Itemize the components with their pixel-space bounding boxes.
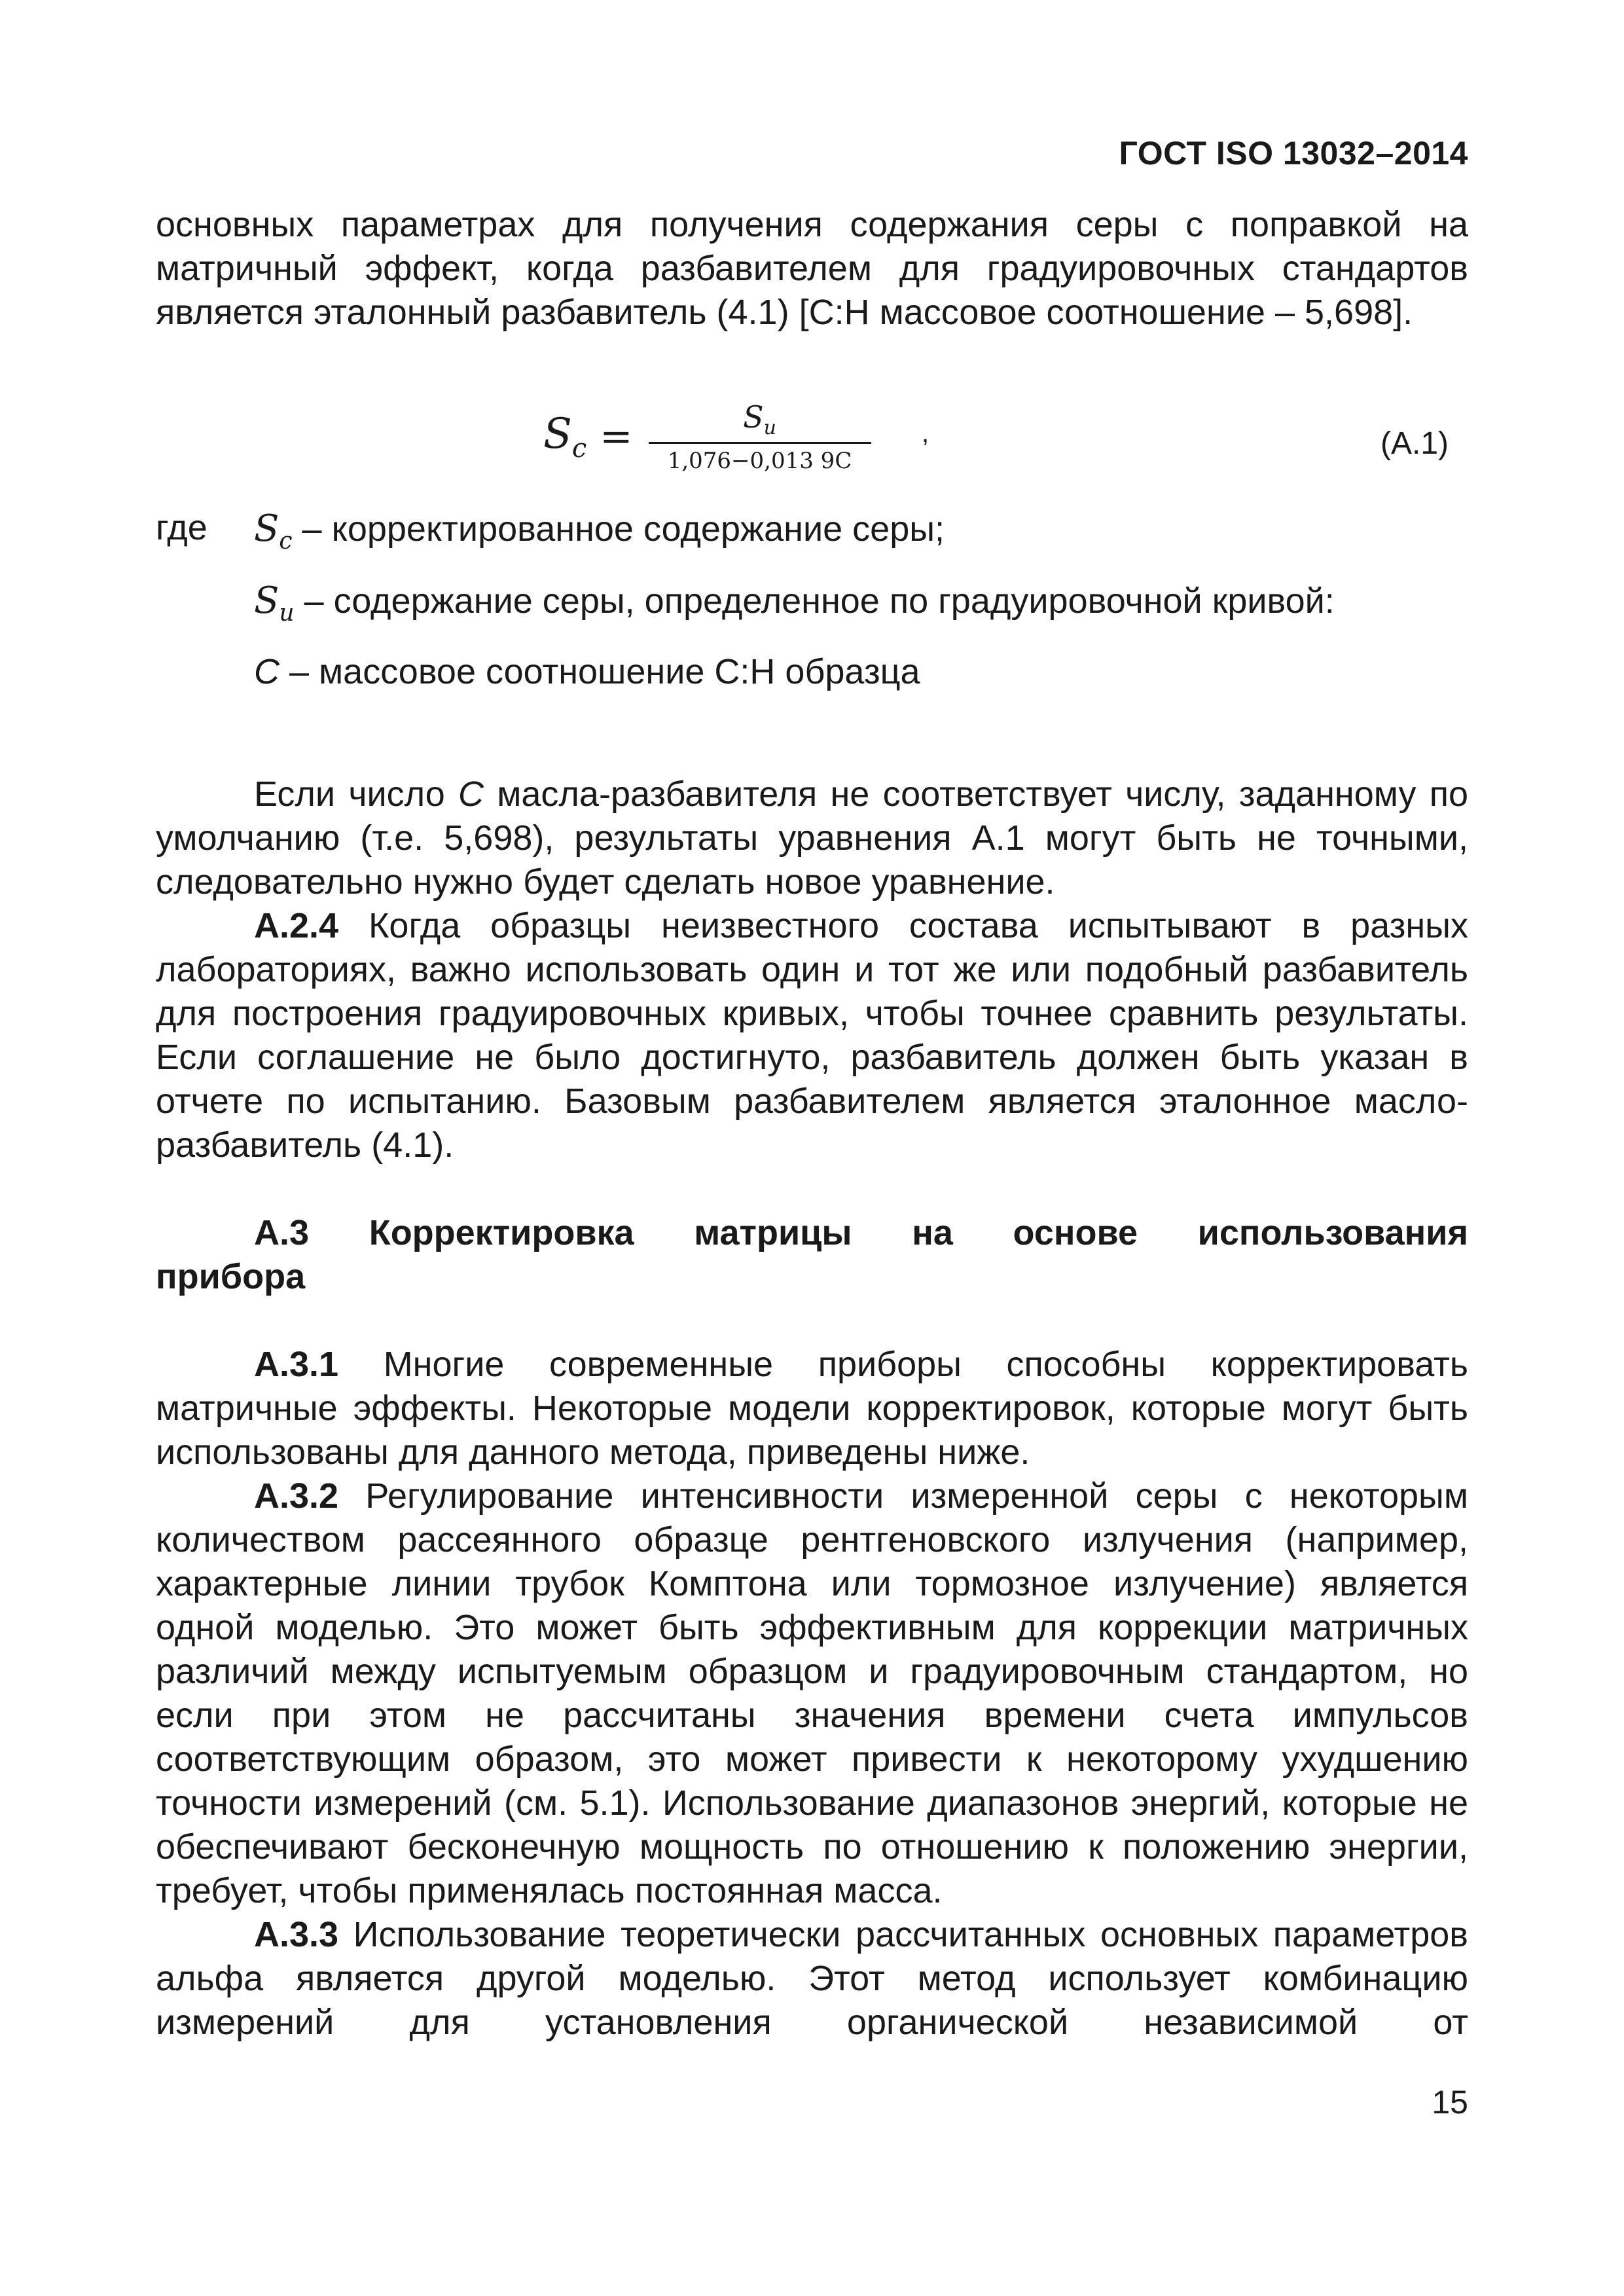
where-def-c: – массовое соотношение С:Н образца — [280, 652, 920, 691]
formula-denominator: 1,076−0,013 9C — [667, 448, 852, 475]
clause-label-a-3-2: А.3.2 — [254, 1476, 339, 1516]
clause-a-3-1: А.3.1 Многие современные приборы способны корректировать матричные эффекты. Некоторые модели корректировок, которые могут быть использованы для данного метода, приведены ниже. — [156, 1345, 1468, 1472]
clause-a-2-4: А.2.4 Когда образцы неизвестного состава испытывают в разных лабораториях, важно использовать один и тот же или подобный разбавитель для построения градуировочных кривых, чтобы точнее сравнить результаты. Если соглашение не было достигнуто, разбавитель должен быть указан в отчете по испытанию. Базовым разбавителем является эталонное масло-разбавитель (4.1). — [156, 906, 1468, 1165]
formula-numerator: $S_u$ — [743, 399, 776, 440]
symbol-c: C — [254, 652, 280, 691]
section-heading-a-3: А.3 Корректировка матрицы на основе использования прибора — [156, 1213, 1468, 1296]
clause-a-3-2: А.3.2 Регулирование интенсивности измеренной серы с некоторым количеством рассеянного образце рентгеновского излучения (например, характерные линии трубок Комптона или тормозное излучение) является одной моделью. Это может быть эффективным для коррекции матричных различий между испытуемым образцом и градуировочным стандартом, но если при этом не рассчитаны значения времени счета импульсов соответствующим образом, это может привести к некоторому ухудшению точности измерений (см. 5.1). Использование диапазонов энергий, которые не обеспечивают бесконечную мощность по отношению к положению энергии, требует, чтобы применялась постоянная масса. — [156, 1476, 1468, 1910]
paragraph-c-number: Если число С масла-разбавителя не соответствует числу, заданному по умолчанию (т.е. 5,698), результаты уравнения А.1 могут быть не точными, следовательно нужно будет сделать новое уравнение. — [156, 774, 1468, 902]
where-row-c — [156, 651, 1468, 723]
intro-paragraph: основных параметрах для получения содержания серы с поправкой на матричный эффект, когда разбавителем для градуировочных стандартов является эталонный разбавитель (4.1) [С:Н массовое соотношение – 5,698]. — [156, 205, 1468, 332]
main-body — [156, 773, 1468, 2045]
clause-label-a-3-3: А.3.3 — [254, 1915, 339, 1954]
clause-label-a-3-1: А.3.1 — [254, 1345, 339, 1384]
formula-number: (А.1) — [1380, 426, 1449, 461]
formula-a1 — [156, 393, 1468, 491]
where-def-su: – содержание серы, определенное по градуировочной кривой: — [294, 581, 1335, 621]
formula-fraction — [649, 399, 871, 474]
where-row-su — [156, 579, 1468, 651]
where-row-sc — [156, 507, 1468, 579]
where-block — [156, 507, 1468, 723]
formula-equals: = — [600, 414, 633, 460]
standard-header: ГОСТ ISO 13032–2014 — [1119, 135, 1468, 172]
intro-block — [156, 203, 1468, 335]
symbol-su: $S_u$ — [254, 579, 295, 627]
symbol-c-inline: С — [458, 774, 484, 814]
clause-label-a-2-4: А.2.4 — [254, 906, 339, 945]
page-number: 15 — [1432, 2084, 1468, 2121]
clause-a-3-3: А.3.3 Использование теоретически рассчитанных основных параметров альфа является другой моделью. Этот метод использует комбинацию измерений для установления органической независимой от — [156, 1915, 1468, 2042]
where-lead: где — [156, 508, 208, 547]
formula-expression — [543, 399, 871, 474]
symbol-sc: $S_c$ — [254, 507, 293, 555]
formula-comma: , — [922, 419, 929, 448]
formula-lhs: $S_c$ — [543, 410, 587, 464]
where-def-sc: – корректированное содержание серы; — [292, 509, 945, 549]
